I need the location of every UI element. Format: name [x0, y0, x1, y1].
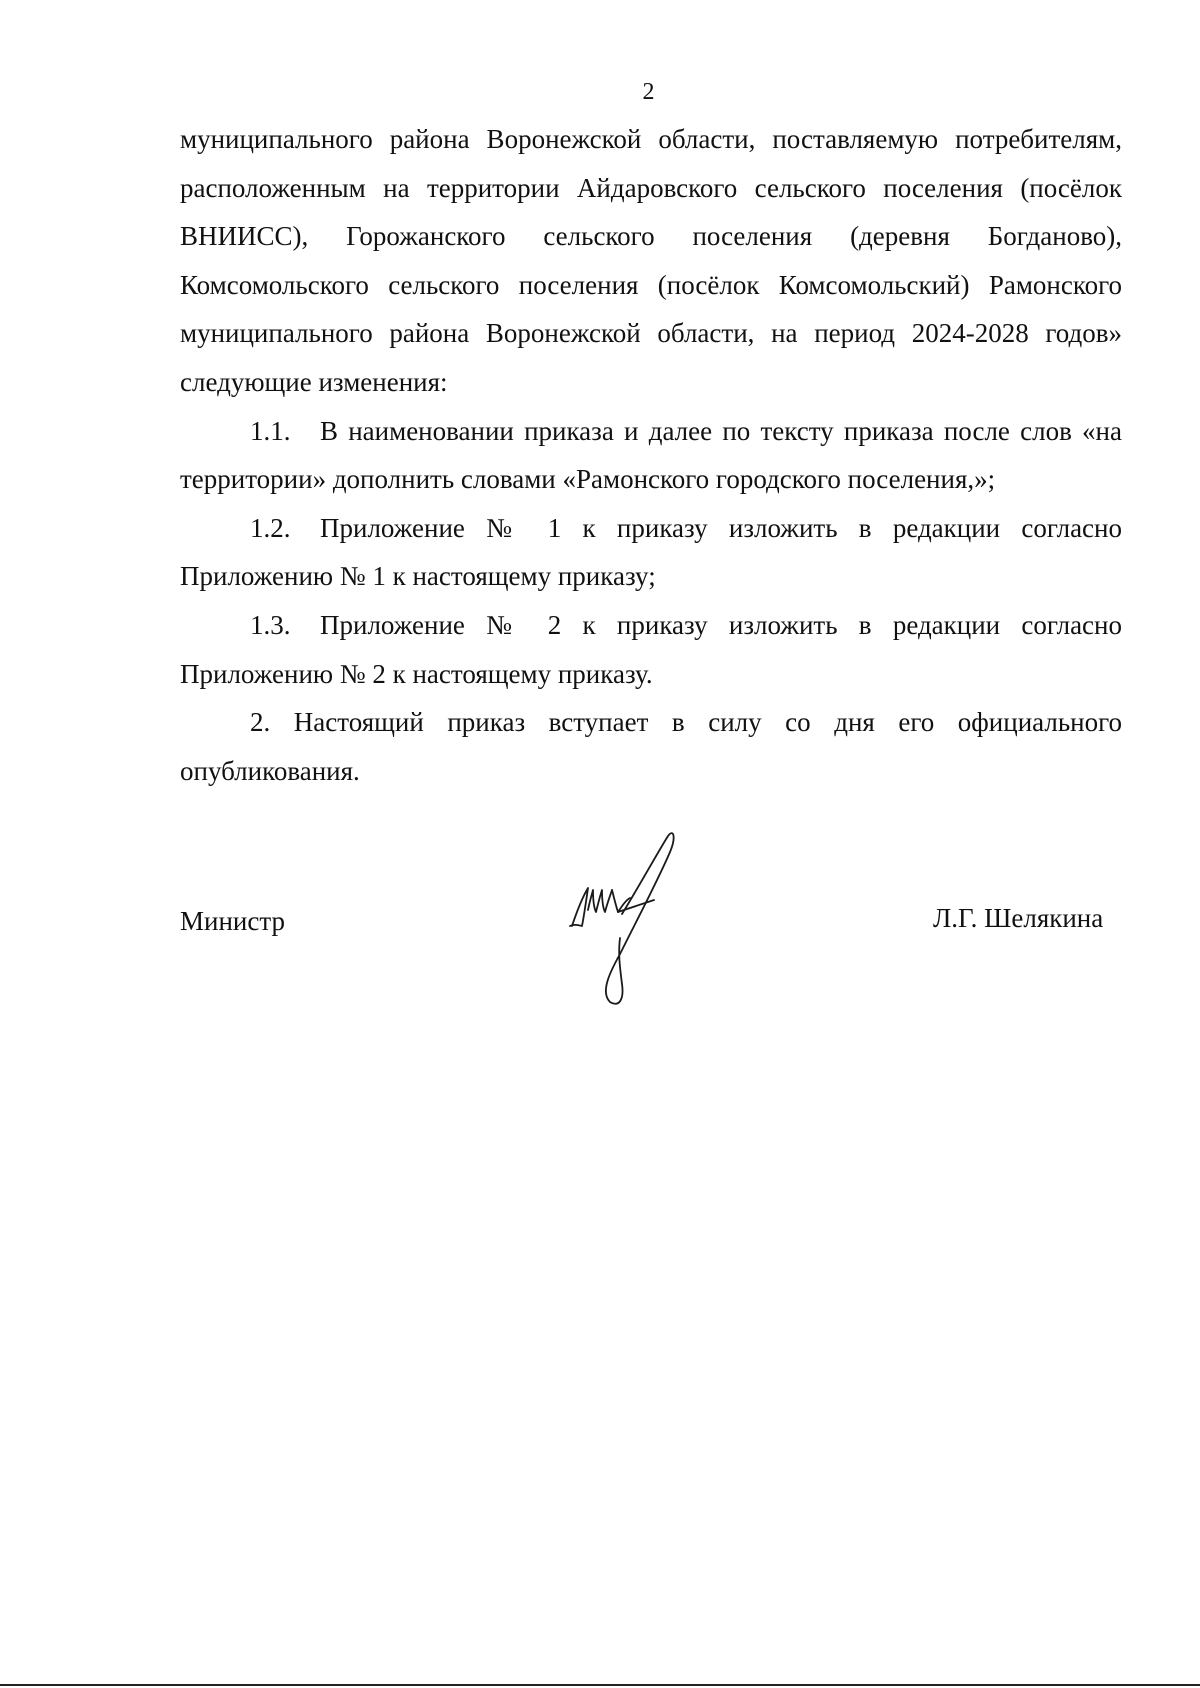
handwritten-signature — [560, 828, 690, 1008]
paragraph-item-1-3 — [180, 601, 1122, 698]
item-number: 1.1. — [250, 415, 291, 446]
paragraph-item-1-1 — [180, 407, 1122, 504]
bottom-rule — [0, 1684, 1200, 1686]
item-text: Приложение № 1 к приказу изложить в редакции согласно Приложению № 1 к настоящему приказу; — [180, 512, 1122, 592]
item-text: Приложение № 2 к приказу изложить в редакции согласно Приложению № 2 к настоящему приказу. — [180, 609, 1122, 689]
item-number: 1.3. — [250, 609, 291, 640]
signatory-title: Министр — [180, 906, 285, 936]
paragraph-continuation: муниципального района Воронежской области, поставляемую потребителям, расположенным на территории Айдаровского сельского поселения (посёлок ВНИИСС), Горожанского сельского поселения (деревня Богданово), Комсомольского сельского поселения (посёлок Комсомольский) Рамонского муниципального района Воронежской области, на период 2024-2028 годов» следующие изменения: — [180, 124, 1122, 397]
signatory-name: Л.Г. Шелякина — [933, 903, 1104, 933]
paragraph-item-1-2 — [180, 504, 1122, 601]
item-text: В наименовании приказа и далее по тексту приказа после слов «на территории» дополнить словами «Рамонского городского поселения,»; — [180, 415, 1122, 495]
paragraph-item-2: 2. Настоящий приказ вступает в силу со дня его официального опубликования. — [180, 707, 1122, 786]
item-number: 1.2. — [250, 512, 291, 543]
document-body — [180, 115, 1122, 795]
page-number: 2 — [642, 79, 655, 105]
